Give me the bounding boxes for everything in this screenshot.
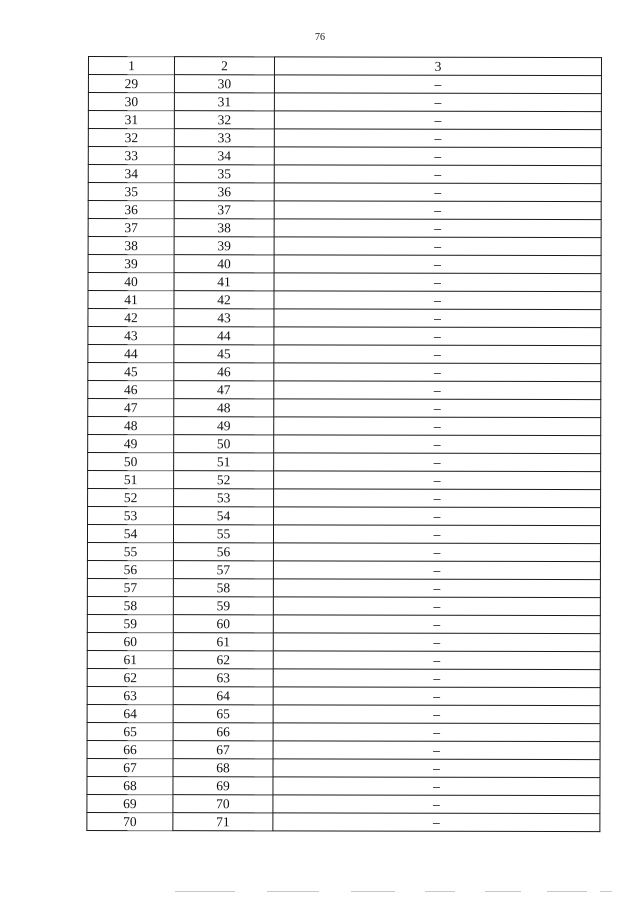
table-cell-col-1: 69 bbox=[87, 794, 173, 812]
table-cell-col-1: 42 bbox=[88, 309, 174, 327]
table-row bbox=[88, 111, 601, 130]
table-row bbox=[88, 129, 601, 148]
table-cell-col-2: 58 bbox=[173, 579, 273, 597]
table-cell-col-1: 36 bbox=[88, 201, 174, 219]
table-row bbox=[88, 381, 601, 400]
table-cell-col-2: 71 bbox=[173, 813, 273, 831]
table-row bbox=[88, 417, 601, 436]
table-cell-col-3: – bbox=[273, 561, 600, 580]
table-cell-col-1: 64 bbox=[87, 704, 173, 722]
table-cell-col-1: 62 bbox=[87, 668, 173, 686]
table-cell-col-3: – bbox=[274, 219, 601, 238]
table-cell-col-1: 54 bbox=[87, 525, 173, 543]
table-cell-col-3: – bbox=[274, 165, 601, 184]
table-cell-col-2: 40 bbox=[174, 255, 274, 273]
table-cell-col-3: – bbox=[273, 615, 600, 634]
table-cell-col-1: 56 bbox=[87, 560, 173, 578]
table-cell-col-3: – bbox=[273, 723, 600, 742]
table-cell-col-2: 67 bbox=[173, 741, 273, 759]
table-cell-col-3: – bbox=[273, 579, 600, 598]
table-cell-col-2: 48 bbox=[174, 399, 274, 417]
table-cell-col-2: 54 bbox=[174, 507, 274, 525]
table-row bbox=[87, 812, 600, 831]
table-cell-col-3: – bbox=[274, 273, 601, 292]
table-cell-col-2: 62 bbox=[173, 651, 273, 669]
table-cell-col-3: – bbox=[274, 255, 601, 274]
table-cell-col-3: – bbox=[274, 471, 601, 490]
table-row bbox=[87, 560, 600, 579]
table-header-row bbox=[88, 57, 601, 76]
table-row bbox=[88, 453, 601, 472]
table-cell-col-1: 52 bbox=[88, 489, 174, 507]
table-row bbox=[87, 578, 600, 597]
table-cell-col-1: 31 bbox=[88, 111, 174, 129]
table-cell-col-3: – bbox=[274, 183, 601, 202]
table-cell-col-2: 50 bbox=[174, 435, 274, 453]
table-cell-col-1: 39 bbox=[88, 255, 174, 273]
table-row bbox=[88, 435, 601, 454]
table-cell-col-1: 55 bbox=[87, 543, 173, 561]
table-cell-col-2: 49 bbox=[174, 417, 274, 435]
table-cell-col-1: 53 bbox=[88, 507, 174, 525]
table-cell-col-3: – bbox=[273, 777, 600, 796]
table-cell-col-1: 50 bbox=[88, 453, 174, 471]
table-cell-col-1: 30 bbox=[88, 93, 174, 111]
table-cell-col-2: 56 bbox=[173, 543, 273, 561]
table-cell-col-2: 37 bbox=[174, 201, 274, 219]
table-cell-col-2: 47 bbox=[174, 381, 274, 399]
table-row bbox=[87, 543, 600, 562]
table-cell-col-2: 61 bbox=[173, 633, 273, 651]
table-cell-col-2: 68 bbox=[173, 759, 273, 777]
table-cell-col-3: – bbox=[273, 813, 600, 832]
table-cell-col-1: 44 bbox=[88, 345, 174, 363]
table-row bbox=[87, 614, 600, 633]
table-cell-col-3: – bbox=[274, 435, 601, 454]
table-cell-col-3: – bbox=[274, 75, 601, 94]
table-row bbox=[88, 489, 601, 508]
table-cell-col-1: 41 bbox=[88, 291, 174, 309]
table-cell-col-1: 58 bbox=[87, 596, 173, 614]
table-cell-col-2: 32 bbox=[174, 111, 274, 129]
table-row bbox=[87, 668, 600, 687]
table-row bbox=[87, 776, 600, 795]
table-row bbox=[88, 309, 601, 328]
table-cell-col-1: 45 bbox=[88, 363, 174, 381]
table-cell-col-3: – bbox=[273, 759, 600, 778]
table-cell-col-3: – bbox=[274, 147, 601, 166]
footer-scan-marks bbox=[175, 890, 615, 894]
table-row bbox=[88, 363, 601, 382]
table-cell-col-1: 33 bbox=[88, 147, 174, 165]
table-row bbox=[88, 291, 601, 310]
table-cell-col-2: 36 bbox=[174, 183, 274, 201]
table-cell-col-1: 51 bbox=[88, 471, 174, 489]
table-row bbox=[88, 219, 601, 238]
table-cell-col-1: 29 bbox=[88, 75, 174, 93]
table-cell-col-2: 65 bbox=[173, 705, 273, 723]
table-cell-col-2: 60 bbox=[173, 615, 273, 633]
column-header-2: 2 bbox=[174, 57, 274, 75]
table-row bbox=[88, 183, 601, 202]
table-row bbox=[87, 650, 600, 669]
table-cell-col-1: 47 bbox=[88, 399, 174, 417]
table-cell-col-2: 31 bbox=[174, 93, 274, 111]
table-cell-col-2: 59 bbox=[173, 597, 273, 615]
table-cell-col-3: – bbox=[274, 507, 601, 526]
table-cell-col-1: 65 bbox=[87, 722, 173, 740]
table-row bbox=[88, 93, 601, 112]
table-cell-col-1: 34 bbox=[88, 165, 174, 183]
table-row bbox=[87, 758, 600, 777]
table-cell-col-3: – bbox=[273, 705, 600, 724]
table-cell-col-2: 33 bbox=[174, 129, 274, 147]
page-number: 76 bbox=[315, 32, 325, 43]
table-cell-col-3: – bbox=[274, 93, 601, 112]
table-cell-col-1: 43 bbox=[88, 327, 174, 345]
table-cell-col-1: 40 bbox=[88, 273, 174, 291]
column-header-3: 3 bbox=[274, 57, 601, 76]
table-cell-col-3: – bbox=[273, 795, 600, 814]
table-cell-col-1: 48 bbox=[88, 417, 174, 435]
table-cell-col-2: 46 bbox=[174, 363, 274, 381]
table-cell-col-2: 66 bbox=[173, 723, 273, 741]
table-cell-col-2: 39 bbox=[174, 237, 274, 255]
table-row bbox=[88, 75, 601, 94]
table-cell-col-2: 53 bbox=[174, 489, 274, 507]
table-cell-col-1: 66 bbox=[87, 740, 173, 758]
table-cell-col-3: – bbox=[273, 633, 600, 652]
table-row bbox=[88, 165, 601, 184]
table-row bbox=[87, 596, 600, 615]
table-cell-col-1: 46 bbox=[88, 381, 174, 399]
table-cell-col-2: 70 bbox=[173, 795, 273, 813]
table-cell-col-1: 67 bbox=[87, 758, 173, 776]
table-cell-col-3: – bbox=[274, 309, 601, 328]
table-cell-col-1: 61 bbox=[87, 650, 173, 668]
table-cell-col-2: 52 bbox=[174, 471, 274, 489]
table-cell-col-1: 35 bbox=[88, 183, 174, 201]
column-header-1: 1 bbox=[88, 57, 174, 75]
table-row bbox=[88, 147, 601, 166]
table-cell-col-3: – bbox=[274, 237, 601, 256]
data-table bbox=[86, 56, 602, 832]
table-row bbox=[87, 525, 600, 544]
table-cell-col-3: – bbox=[273, 669, 600, 688]
table-cell-col-1: 59 bbox=[87, 614, 173, 632]
table-cell-col-2: 64 bbox=[173, 687, 273, 705]
table-cell-col-2: 34 bbox=[174, 147, 274, 165]
table-cell-col-2: 51 bbox=[174, 453, 274, 471]
table-cell-col-1: 32 bbox=[88, 129, 174, 147]
table-row bbox=[88, 255, 601, 274]
table-cell-col-2: 42 bbox=[174, 291, 274, 309]
table-cell-col-2: 44 bbox=[174, 327, 274, 345]
table-cell-col-3: – bbox=[274, 291, 601, 310]
table-cell-col-2: 30 bbox=[174, 75, 274, 93]
table-row bbox=[88, 237, 601, 256]
table-row bbox=[88, 201, 601, 220]
table-cell-col-3: – bbox=[273, 741, 600, 760]
table-cell-col-2: 63 bbox=[173, 669, 273, 687]
table-cell-col-1: 49 bbox=[88, 435, 174, 453]
table-cell-col-3: – bbox=[274, 489, 601, 508]
table-cell-col-3: – bbox=[274, 111, 601, 130]
table-row bbox=[88, 471, 601, 490]
table-cell-col-1: 60 bbox=[87, 632, 173, 650]
table-cell-col-3: – bbox=[273, 597, 600, 616]
table-cell-col-2: 41 bbox=[174, 273, 274, 291]
table-cell-col-2: 69 bbox=[173, 777, 273, 795]
table-cell-col-3: – bbox=[274, 381, 601, 400]
table-cell-col-3: – bbox=[273, 525, 600, 544]
table-cell-col-2: 57 bbox=[173, 561, 273, 579]
table-cell-col-3: – bbox=[274, 453, 601, 472]
table-cell-col-1: 37 bbox=[88, 219, 174, 237]
table-body bbox=[87, 75, 602, 832]
table-cell-col-3: – bbox=[273, 543, 600, 562]
table-cell-col-3: – bbox=[274, 345, 601, 364]
table-cell-col-1: 38 bbox=[88, 237, 174, 255]
table-row bbox=[87, 740, 600, 759]
table-cell-col-3: – bbox=[274, 327, 601, 346]
table-cell-col-1: 70 bbox=[87, 812, 173, 830]
table-row bbox=[87, 686, 600, 705]
table-cell-col-2: 35 bbox=[174, 165, 274, 183]
table-row bbox=[87, 722, 600, 741]
table-cell-col-3: – bbox=[274, 129, 601, 148]
table-cell-col-2: 45 bbox=[174, 345, 274, 363]
table-row bbox=[88, 327, 601, 346]
table-cell-col-1: 68 bbox=[87, 776, 173, 794]
table-cell-col-3: – bbox=[274, 363, 601, 382]
table-cell-col-3: – bbox=[274, 399, 601, 418]
table-row bbox=[88, 399, 601, 418]
table-row bbox=[88, 273, 601, 292]
table-cell-col-1: 57 bbox=[87, 578, 173, 596]
table-cell-col-3: – bbox=[274, 201, 601, 220]
table-cell-col-3: – bbox=[274, 417, 601, 436]
table-row bbox=[87, 704, 600, 723]
table-cell-col-3: – bbox=[273, 687, 600, 706]
table-cell-col-2: 43 bbox=[174, 309, 274, 327]
table-cell-col-2: 38 bbox=[174, 219, 274, 237]
table-row bbox=[87, 632, 600, 651]
table-cell-col-2: 55 bbox=[173, 525, 273, 543]
table-row bbox=[88, 345, 601, 364]
table-cell-col-3: – bbox=[273, 651, 600, 670]
table-cell-col-1: 63 bbox=[87, 686, 173, 704]
table-row bbox=[88, 507, 601, 526]
table-row bbox=[87, 794, 600, 813]
